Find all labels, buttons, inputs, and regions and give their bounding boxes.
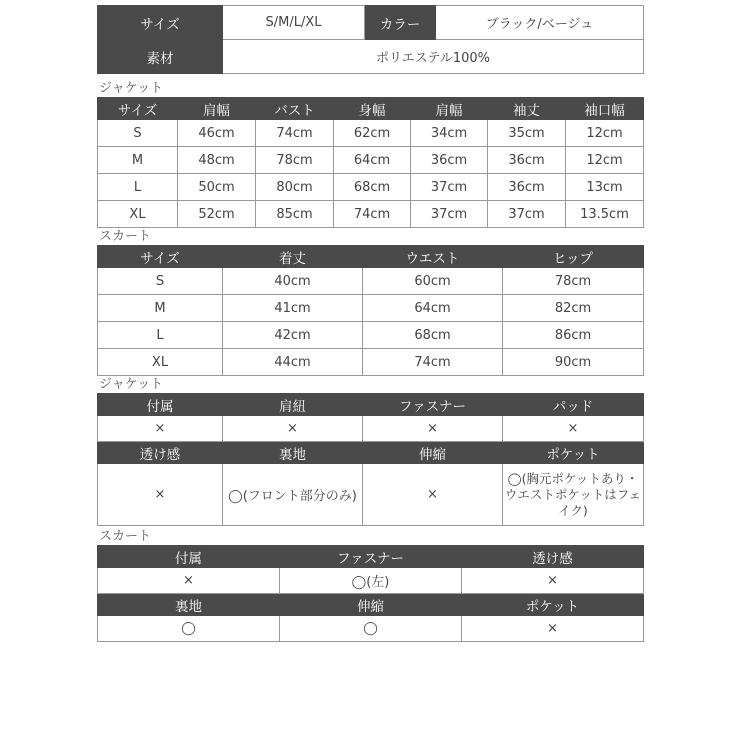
table-cell: 74cm <box>363 349 503 376</box>
table-cell: 74cm <box>256 120 334 147</box>
header-cell: 身幅 <box>334 98 411 120</box>
header-cell: パッド <box>503 394 644 416</box>
jacket-detail-header-row <box>98 442 644 464</box>
header-cell: 裏地 <box>223 442 363 464</box>
table-cell: 74cm <box>334 201 411 228</box>
header-cell: 袖口幅 <box>566 98 644 120</box>
table-cell: 78cm <box>256 147 334 174</box>
header-cell: ファスナー <box>363 394 503 416</box>
table-cell: 37cm <box>411 174 488 201</box>
skirt-size-header-row <box>98 246 644 268</box>
table-cell: × <box>363 416 503 442</box>
jacket-size-table <box>97 97 644 228</box>
header-cell: ヒップ <box>503 246 644 268</box>
table-cell: 34cm <box>411 120 488 147</box>
skirt-detail-header-row <box>98 594 644 616</box>
header-cell: サイズ <box>98 246 223 268</box>
table-cell: 40cm <box>223 268 363 295</box>
table-cell: × <box>223 416 363 442</box>
header-cell: サイズ <box>98 98 178 120</box>
table-cell: ◯ <box>98 616 280 642</box>
table-cell: ◯(左) <box>280 568 462 594</box>
color-value: ブラック/ベージュ <box>436 6 644 40</box>
table-cell: 44cm <box>223 349 363 376</box>
table-row <box>98 464 644 526</box>
size-label: サイズ <box>98 6 223 40</box>
table-row <box>98 616 644 642</box>
table-cell: 42cm <box>223 322 363 349</box>
table-cell: ◯(フロント部分のみ) <box>223 464 363 526</box>
table-cell: 68cm <box>363 322 503 349</box>
table-row <box>98 295 644 322</box>
table-cell: XL <box>98 349 223 376</box>
header-cell: 付属 <box>98 546 280 568</box>
material-value: ポリエステル100% <box>223 40 644 74</box>
table-cell: S <box>98 120 178 147</box>
table-cell: 36cm <box>411 147 488 174</box>
table-row <box>98 268 644 295</box>
header-cell: ポケット <box>462 594 644 616</box>
table-cell: × <box>503 416 644 442</box>
table-cell: 60cm <box>363 268 503 295</box>
table-cell: 62cm <box>334 120 411 147</box>
header-cell: 肩紐 <box>223 394 363 416</box>
table-cell: 80cm <box>256 174 334 201</box>
header-cell: ウエスト <box>363 246 503 268</box>
header-cell: 伸縮 <box>363 442 503 464</box>
header-cell: バスト <box>256 98 334 120</box>
table-cell: 52cm <box>178 201 256 228</box>
skirt-detail-section-label: スカート <box>99 529 152 544</box>
table-cell: 12cm <box>566 120 644 147</box>
jacket-detail-table <box>97 393 644 526</box>
header-cell: ポケット <box>503 442 644 464</box>
table-cell: 46cm <box>178 120 256 147</box>
skirt-size-table <box>97 245 644 376</box>
header-cell: 伸縮 <box>280 594 462 616</box>
table-cell: × <box>98 416 223 442</box>
table-cell: 41cm <box>223 295 363 322</box>
table-row <box>98 349 644 376</box>
jacket-detail-section-label: ジャケット <box>99 377 164 392</box>
table-row <box>98 568 644 594</box>
table-cell: L <box>98 322 223 349</box>
table-cell: S <box>98 268 223 295</box>
table-cell: 64cm <box>334 147 411 174</box>
table-cell: × <box>462 616 644 642</box>
table-cell: 36cm <box>488 147 566 174</box>
table-cell: 13cm <box>566 174 644 201</box>
table-cell: 64cm <box>363 295 503 322</box>
table-cell: M <box>98 295 223 322</box>
table-cell: 90cm <box>503 349 644 376</box>
table-cell: 36cm <box>488 174 566 201</box>
header-cell: ファスナー <box>280 546 462 568</box>
jacket-detail-header-row <box>98 394 644 416</box>
header-cell: 肩幅 <box>178 98 256 120</box>
header-cell: 袖丈 <box>488 98 566 120</box>
header-cell: 透け感 <box>462 546 644 568</box>
table-row <box>98 147 644 174</box>
table-cell: 37cm <box>411 201 488 228</box>
table-cell: 37cm <box>488 201 566 228</box>
size-value: S/M/L/XL <box>223 6 365 40</box>
table-row <box>98 416 644 442</box>
table-cell: 48cm <box>178 147 256 174</box>
table-cell: × <box>363 464 503 526</box>
table-cell: 86cm <box>503 322 644 349</box>
table-cell: × <box>98 568 280 594</box>
skirt-detail-header-row <box>98 546 644 568</box>
header-cell: 裏地 <box>98 594 280 616</box>
table-cell: × <box>98 464 223 526</box>
table-cell: 68cm <box>334 174 411 201</box>
table-row <box>98 322 644 349</box>
table-cell: 35cm <box>488 120 566 147</box>
table-row <box>98 120 644 147</box>
table-cell: L <box>98 174 178 201</box>
header-cell: 透け感 <box>98 442 223 464</box>
table-cell: 82cm <box>503 295 644 322</box>
jacket-size-header-row <box>98 98 644 120</box>
jacket-size-section-label: ジャケット <box>99 81 164 96</box>
table-cell: 12cm <box>566 147 644 174</box>
table-row <box>98 201 644 228</box>
table-cell: 50cm <box>178 174 256 201</box>
table-cell: 13.5cm <box>566 201 644 228</box>
table-cell: ◯(胸元ポケットあり・ウエストポケットはフェイク) <box>503 464 644 526</box>
basic-info-table <box>97 5 644 74</box>
material-label: 素材 <box>98 40 223 74</box>
header-cell: 着丈 <box>223 246 363 268</box>
table-cell: × <box>462 568 644 594</box>
color-label: カラー <box>365 6 436 40</box>
table-cell: 78cm <box>503 268 644 295</box>
table-cell: XL <box>98 201 178 228</box>
table-cell: M <box>98 147 178 174</box>
header-cell: 付属 <box>98 394 223 416</box>
skirt-size-section-label: スカート <box>99 229 152 244</box>
table-row <box>98 174 644 201</box>
table-cell: ◯ <box>280 616 462 642</box>
table-cell: 85cm <box>256 201 334 228</box>
spec-sheet <box>97 5 643 642</box>
skirt-detail-table <box>97 545 644 642</box>
header-cell: 肩幅 <box>411 98 488 120</box>
